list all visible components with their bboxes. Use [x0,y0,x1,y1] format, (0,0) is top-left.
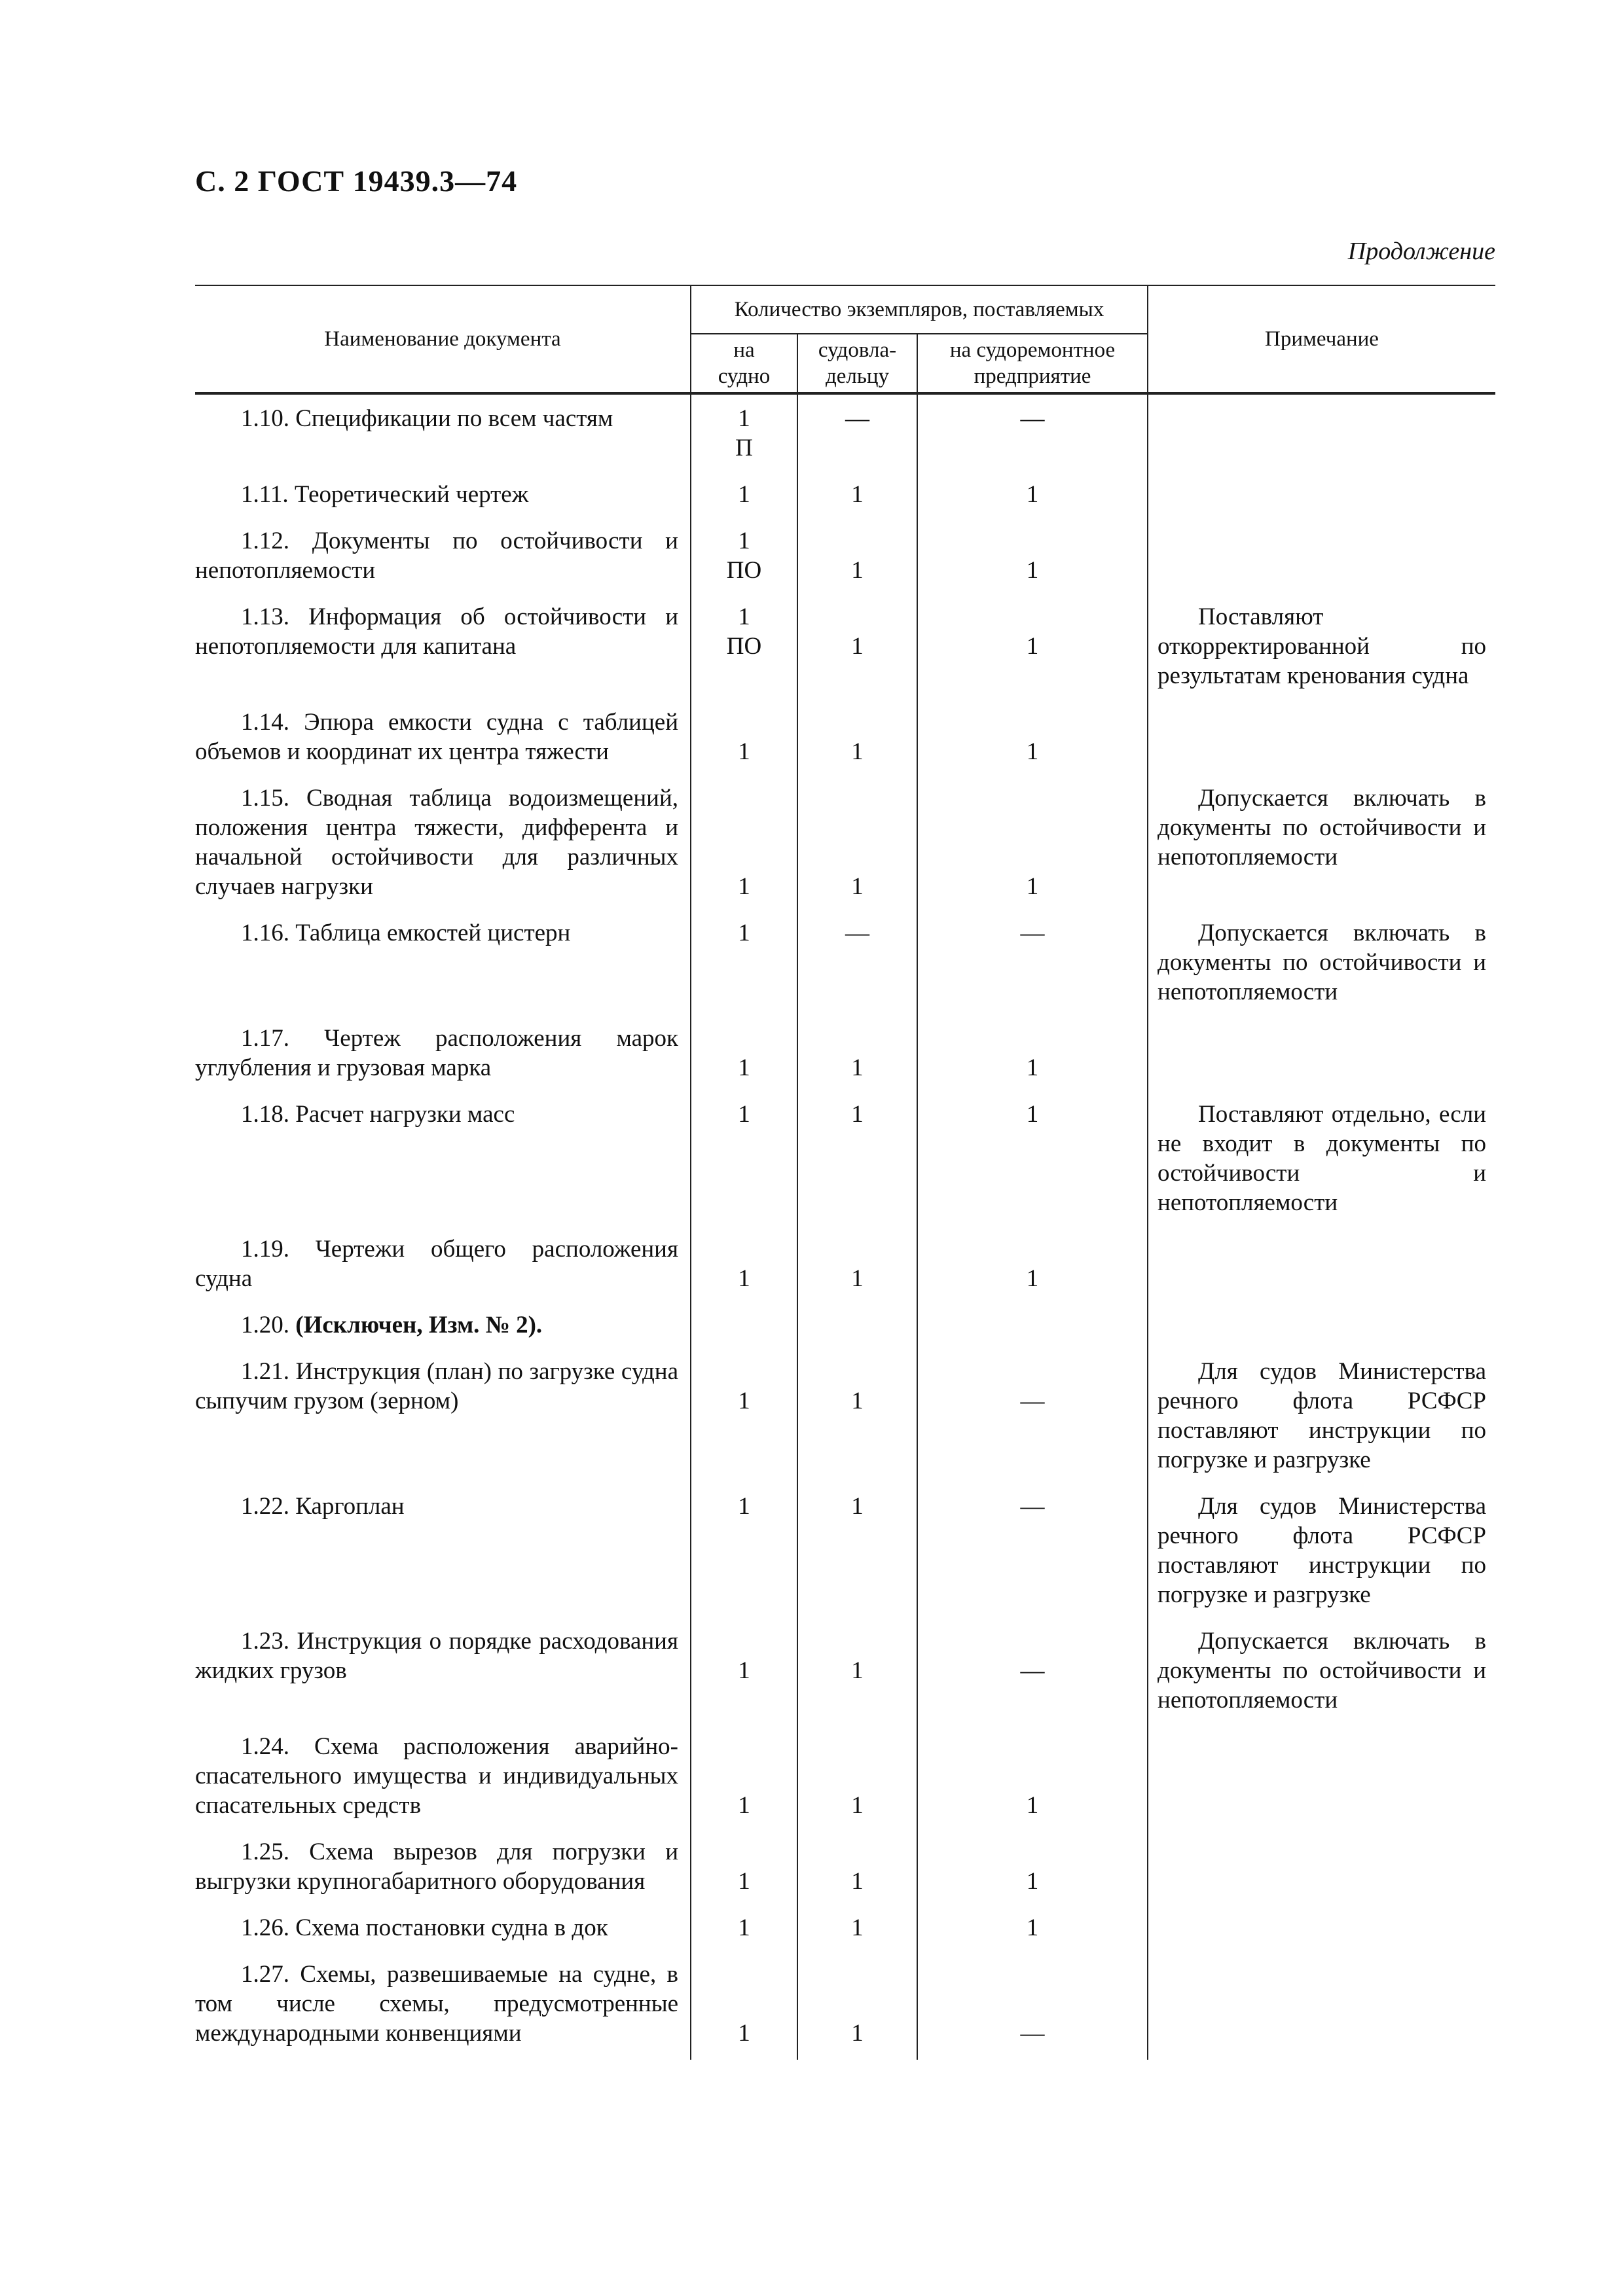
document-name-cell [195,1094,691,1229]
note-text: Для судов Министерства речного флота РСФСР поставляют инструкции по погрузке и разгрузке [1158,1358,1487,1473]
document-name-cell [195,1352,691,1486]
qty-owner-cell [797,475,917,521]
note-cell [1148,1621,1495,1727]
item-title: Сводная таблица водоизмещений, положения центра тяжести, дифферента и начальной остойчивости для различных случаев нагрузки [195,785,678,900]
item-number: 1.12. [241,528,289,554]
qty-yard: — [1020,2020,1045,2047]
item-title: Чертежи общего расположения судна [195,1236,678,1292]
qty-ship: 1 ПО [726,528,762,584]
qty-yard-cell [917,778,1148,913]
qty-ship-cell [691,1908,797,1954]
table-row [195,521,1495,597]
table-row [195,1094,1495,1229]
document-name-cell [195,913,691,1018]
col-header-note: Примечание [1148,285,1495,393]
document-name [195,404,678,433]
qty-yard: — [1020,405,1045,432]
document-name-cell [195,778,691,913]
qty-yard: 1 [1026,633,1039,660]
qty-ship: 1 [738,873,750,900]
qty-yard-cell [917,1305,1148,1352]
qty-yard-cell [917,1018,1148,1094]
table-row [195,702,1495,778]
item-title: Таблица емкостей цистерн [295,920,571,946]
qty-ship: 1 [738,1493,750,1520]
item-number: 1.17. [241,1025,289,1052]
qty-owner-cell [797,1954,917,2060]
item-title: Инструкция о порядке расходования жидких грузов [195,1628,679,1684]
table-row [195,1954,1495,2060]
qty-yard: — [1020,920,1045,946]
table-row [195,1621,1495,1727]
qty-owner-cell [797,1094,917,1229]
qty-owner-cell [797,778,917,913]
qty-ship: 1 [738,1792,750,1819]
qty-owner-cell [797,1352,917,1486]
note-cell [1148,1229,1495,1305]
note-cell [1148,913,1495,1018]
qty-yard-cell [917,1954,1148,2060]
qty-owner: 1 [851,1868,864,1895]
item-title: Эпюра емкости судна с таблицей объемов и координат их центра тяжести [195,709,679,765]
qty-ship-cell [691,1352,797,1486]
col-header-ship-line2: судно [718,365,771,388]
note-cell [1148,1305,1495,1352]
document-name [195,1960,678,2048]
document-name [195,526,678,585]
qty-owner: 1 [851,1493,864,1520]
qty-ship-cell [691,475,797,521]
qty-owner-cell [797,913,917,1018]
qty-ship-cell [691,913,797,1018]
note-cell [1148,1954,1495,2060]
qty-ship-cell [691,702,797,778]
table-row [195,475,1495,521]
col-header-yard-line2: предприятие [974,365,1091,388]
document-name [195,1492,678,1521]
col-header-name: Наименование документа [195,285,691,393]
qty-yard: 1 [1026,1101,1039,1128]
qty-owner: 1 [851,1054,864,1081]
item-number: 1.14. [241,709,289,736]
qty-ship-cell [691,1094,797,1229]
item-number: 1.15. [241,785,289,812]
qty-owner: 1 [851,481,864,508]
qty-ship-cell [691,393,797,475]
note-cell [1148,475,1495,521]
document-name-cell [195,1229,691,1305]
note-cell [1148,1018,1495,1094]
qty-ship-cell [691,1018,797,1094]
item-title: Инструкция (план) по загрузке судна сыпучим грузом (зерном) [195,1358,679,1414]
qty-owner: 1 [851,1388,864,1414]
document-name [195,1732,678,1820]
qty-ship-cell [691,521,797,597]
item-number: 1.25. [241,1839,289,1865]
qty-owner: 1 [851,738,864,765]
qty-yard: 1 [1026,1792,1039,1819]
col-header-owner [797,334,917,393]
qty-yard: 1 [1026,873,1039,900]
qty-owner: 1 [851,1265,864,1292]
qty-owner: — [845,405,869,432]
document-name [195,1837,678,1896]
qty-owner: 1 [851,2020,864,2047]
note-cell [1148,1094,1495,1229]
item-title: Схема постановки судна в док [295,1914,608,1941]
qty-owner-cell [797,393,917,475]
qty-yard-cell [917,1486,1148,1621]
table-row [195,1727,1495,1832]
qty-ship: 1 [738,1868,750,1895]
qty-yard-cell [917,521,1148,597]
table-row [195,1018,1495,1094]
item-title: (Исключен, Изм. № 2). [295,1312,543,1338]
qty-yard: 1 [1026,1265,1039,1292]
qty-owner: 1 [851,633,864,660]
document-name [195,1626,678,1685]
item-number: 1.10. [241,405,289,432]
document-name-cell [195,597,691,702]
qty-yard-cell [917,597,1148,702]
qty-yard: 1 [1026,738,1039,765]
item-title: Расчет нагрузки масс [295,1101,515,1128]
qty-ship-cell [691,778,797,913]
qty-ship: 1 [738,738,750,765]
item-number: 1.19. [241,1236,289,1263]
qty-ship-cell [691,1486,797,1621]
qty-owner-cell [797,1908,917,1954]
note-text: Допускается включать в документы по остойчивости и непотопляемости [1158,1628,1487,1713]
note-cell [1148,597,1495,702]
item-number: 1.27. [241,1961,289,1988]
item-title: Теоретический чертеж [294,481,529,508]
table-row [195,1832,1495,1908]
document-name-cell [195,1908,691,1954]
document-name [195,1024,678,1083]
item-title: Каргоплан [295,1493,405,1520]
qty-owner-cell [797,1621,917,1727]
document-name-cell [195,393,691,475]
document-name-cell [195,702,691,778]
qty-owner: 1 [851,1914,864,1941]
qty-ship-cell [691,1832,797,1908]
document-name [195,1100,678,1129]
item-number: 1.21. [241,1358,289,1385]
qty-ship: 1 [738,1265,750,1292]
qty-yard-cell [917,1094,1148,1229]
item-number: 1.16. [241,920,289,946]
note-cell [1148,1352,1495,1486]
note-text: Для судов Министерства речного флота РСФСР поставляют инструкции по погрузке и разгрузке [1158,1493,1487,1608]
document-name [195,708,678,766]
col-header-owner-line2: дельцу [825,365,890,388]
continuation-label: Продолжение [1347,238,1495,265]
table-row [195,393,1495,475]
item-number: 1.20. [241,1312,289,1338]
qty-yard-cell [917,1727,1148,1832]
qty-owner: 1 [851,557,864,584]
item-number: 1.22. [241,1493,289,1520]
qty-owner-cell [797,1727,917,1832]
qty-yard: — [1020,1388,1045,1414]
item-number: 1.24. [241,1733,289,1760]
qty-owner: 1 [851,1792,864,1819]
document-name [195,1234,678,1293]
qty-ship: 1 [738,481,750,508]
item-title: Схема вырезов для погрузки и выгрузки крупногабаритного оборудования [195,1839,678,1895]
qty-owner-cell [797,1305,917,1352]
qty-yard-cell [917,1832,1148,1908]
qty-ship-cell [691,1954,797,2060]
note-cell [1148,1727,1495,1832]
qty-yard: — [1020,1657,1045,1684]
document-name-cell [195,1486,691,1621]
document-name [195,918,678,948]
item-title: Схемы, развешиваемые на судне, в том числе схемы, предусмотренные международными конвенциями [195,1961,679,2047]
item-title: Схема расположения аварийно-спасательного имущества и индивидуальных спасательных средств [195,1733,678,1819]
qty-yard: 1 [1026,1054,1039,1081]
qty-yard-cell [917,1229,1148,1305]
document-name-cell [195,1954,691,2060]
col-header-yard-line1: на судоремонтное [949,338,1116,362]
item-number: 1.23. [241,1628,289,1655]
item-title: Информация об остойчивости и непотопляемости для капитана [195,603,679,660]
note-text: Допускается включать в документы по остойчивости и непотопляемости [1158,920,1487,1005]
qty-yard-cell [917,475,1148,521]
qty-owner: 1 [851,1101,864,1128]
qty-yard-cell [917,1908,1148,1954]
document-name-cell [195,1305,691,1352]
qty-ship-cell [691,1229,797,1305]
table-row [195,1908,1495,1954]
qty-yard-cell [917,702,1148,778]
qty-ship-cell [691,1305,797,1352]
qty-ship: 1 [738,1101,750,1128]
note-cell [1148,393,1495,475]
qty-yard-cell [917,1621,1148,1727]
col-header-yard [917,334,1148,393]
col-header-ship-line1: на [733,338,755,362]
qty-ship: 1 ПО [726,603,762,660]
document-name [195,1357,678,1416]
qty-yard: 1 [1026,1868,1039,1895]
qty-yard-cell [917,913,1148,1018]
qty-yard-cell [917,1352,1148,1486]
qty-yard: 1 [1026,481,1039,508]
qty-owner-cell [797,1832,917,1908]
qty-owner: 1 [851,873,864,900]
note-cell [1148,1832,1495,1908]
document-name [195,783,678,901]
qty-yard: — [1020,1493,1045,1520]
qty-owner: 1 [851,1657,864,1684]
document-name [195,1913,678,1943]
qty-yard: 1 [1026,1914,1039,1941]
table-row [195,778,1495,913]
note-cell [1148,1908,1495,1954]
qty-owner-cell [797,1486,917,1621]
item-number: 1.26. [241,1914,289,1941]
item-number: 1.18. [241,1101,289,1128]
qty-owner-cell [797,1018,917,1094]
note-text: Допускается включать в документы по остойчивости и непотопляемости [1158,785,1487,870]
item-number: 1.13. [241,603,289,630]
table-row [195,1486,1495,1621]
item-title: Чертеж расположения марок углубления и грузовая марка [195,1025,679,1081]
document-name-cell [195,1018,691,1094]
table-row [195,597,1495,702]
qty-ship-cell [691,597,797,702]
document-name-cell [195,475,691,521]
note-cell [1148,778,1495,913]
note-cell [1148,521,1495,597]
document-name-cell [195,1832,691,1908]
document-name-cell [195,521,691,597]
item-number: 1.11. [241,481,289,508]
col-header-owner-line1: судовла- [818,338,897,362]
qty-owner: — [845,920,869,946]
table-row [195,1305,1495,1352]
document-name [195,480,678,509]
item-title: Документы по остойчивости и непотопляемости [195,528,678,584]
col-header-quantity-group: Количество экземпляров, поставляемых [691,285,1148,334]
document-name [195,1310,678,1340]
qty-ship: 1 [738,1914,750,1941]
document-name-cell [195,1727,691,1832]
document-name [195,602,678,661]
qty-yard-cell [917,393,1148,475]
note-cell [1148,702,1495,778]
page-header: С. 2 ГОСТ 19439.3—74 [195,164,518,198]
table-row [195,913,1495,1018]
qty-ship: 1 [738,1388,750,1414]
qty-ship-cell [691,1621,797,1727]
qty-owner-cell [797,1229,917,1305]
qty-ship: 1 [738,2020,750,2047]
table-row [195,1352,1495,1486]
note-text: Поставляют отдельно, если не входит в документы по остойчивости и непотопляемости [1158,1101,1487,1216]
qty-yard: 1 [1026,557,1039,584]
item-title: Спецификации по всем частям [295,405,613,432]
qty-ship: 1 П [735,405,753,461]
qty-ship: 1 [738,1054,750,1081]
qty-owner-cell [797,597,917,702]
qty-ship: 1 [738,920,750,946]
note-cell [1148,1486,1495,1621]
document-name-cell [195,1621,691,1727]
qty-ship: 1 [738,1657,750,1684]
note-text: Поставляют откорректированной по результатам кренования судна [1158,603,1487,689]
qty-owner-cell [797,521,917,597]
qty-ship-cell [691,1727,797,1832]
qty-owner-cell [797,702,917,778]
col-header-ship [691,334,797,393]
documents-table [195,285,1495,2060]
table-row [195,1229,1495,1305]
